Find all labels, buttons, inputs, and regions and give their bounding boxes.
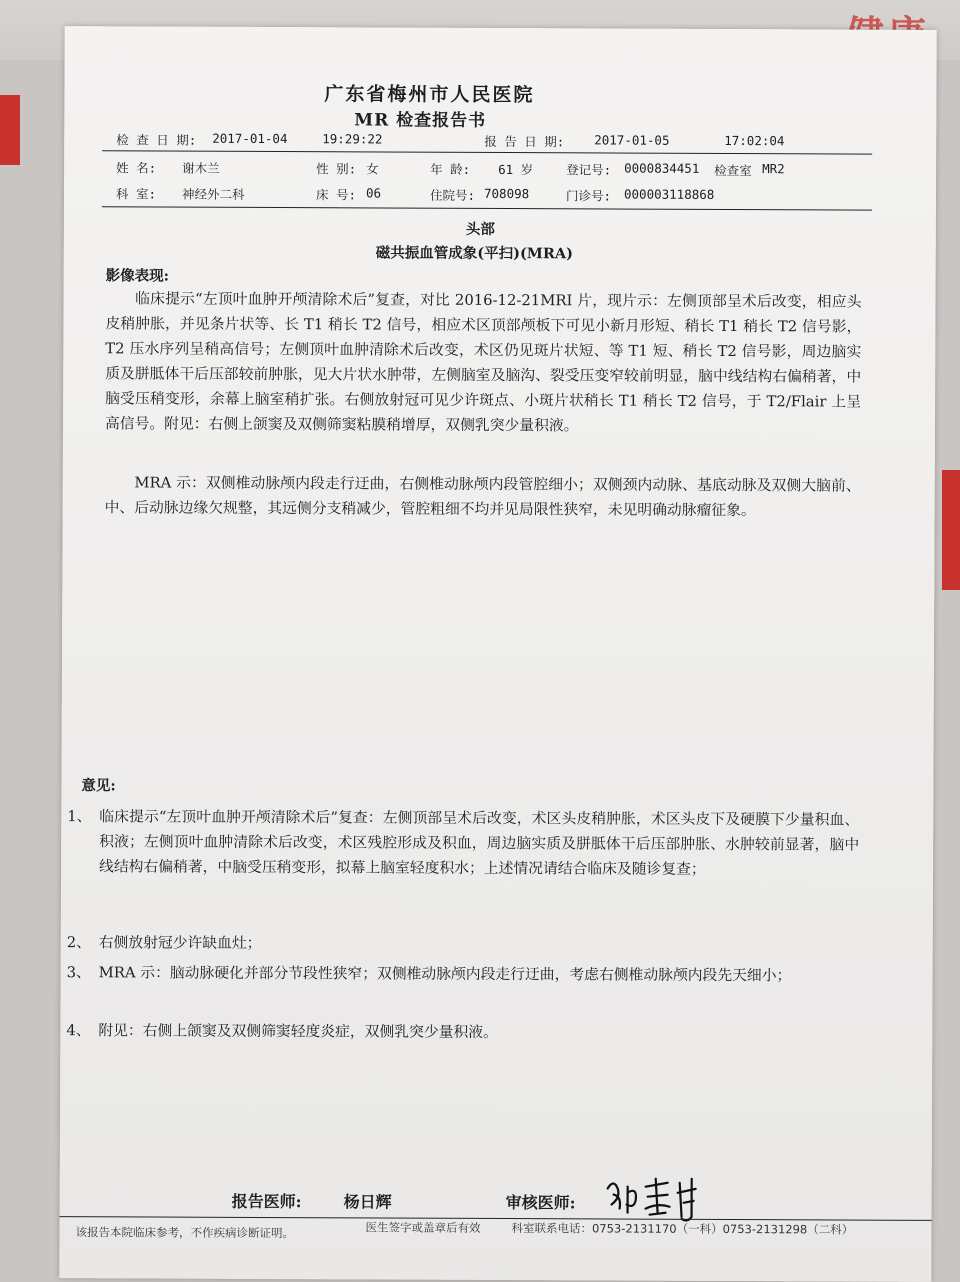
- exam-date: 2017-01-04: [212, 130, 288, 147]
- background-red-mark-right: [942, 470, 960, 590]
- opinion-item-text: 临床提示“左顶叶血肿开颅清除术后”复查：左侧顶部呈术后改变，术区头皮稍肿胀，术区头皮下及硬膜下少量积血、积液；左侧顶叶血肿清除术后改变，术区残腔形成及积血，周边脑实质及胼胝体干后压部肿胀、水肿较前显著，脑中线结构右偏稍著，中脑受压稍变形，拟幕上脑室轻度积水；上述情况请结合临床及随诊复查；: [99, 808, 860, 878]
- reporter-label: 报告医师:: [231, 1191, 302, 1212]
- reg-number: 0000834451: [624, 160, 700, 176]
- footer-seal-note: 医生签字或盖章后有效: [365, 1220, 481, 1235]
- opinion-item-number: 1、: [67, 808, 92, 826]
- department: 神经外二科: [181, 186, 245, 202]
- opinion-item-number: 3、: [66, 964, 91, 982]
- patient-age: 61 岁: [498, 161, 534, 178]
- bed-number: 06: [365, 185, 382, 201]
- patient-sex: 女: [366, 161, 379, 177]
- exam-part: 头部: [465, 220, 495, 238]
- opinion-item-text: 附见：右侧上颌窦及双侧筛窦轻度炎症，双侧乳突少量积液。: [98, 1022, 498, 1042]
- outpatient-number: 000003118868: [623, 186, 715, 202]
- findings-paragraph-1: 临床提示“左顶叶血肿开颅清除术后”复查，对比 2016-12-21MRI 片，现片示：左侧顶部呈术后改变，相应头皮稍肿胀，并见条片状等、长 T1 稍长 T2 信号，相应术区顶部颅板下可见小新月形短、稍长 T1 稍长 T2 信号影，T2 压水序列呈稍高信号；左侧顶叶血肿清除术后改变，术区仍见斑片状短、等 T1 短、稍长 T2 信号影，周边脑实质及胼胝体干后压部较前肿胀，见大片状水肿带，左侧脑室及脑沟、裂受压变窄较前明显，脑中线结构右偏稍著，中脑受压稍变形，余幕上脑室稍扩张。右侧放射冠可见少许斑点、小斑片状稍长 T1 稍长 T2 信号，于 T2/Flair 上呈高信号。附见：右侧上颌窦及双侧筛窦粘膜稍增厚，双侧乳突少量积液。: [104, 290, 862, 435]
- report-date-label: 报 告 日 期:: [484, 133, 565, 150]
- bed-label: 床 号:: [315, 187, 357, 203]
- inpatient-number: 708098: [483, 185, 530, 202]
- hospital-name: 广东省梅州市人民医院: [324, 83, 535, 107]
- report-date: 2017-01-05: [594, 132, 670, 148]
- findings-paragraph-2: MRA 示：双侧椎动脉颅内段走行迂曲，右侧椎动脉颅内段管腔细小；双侧颈内动脉、基底动脉及双侧大脑前、中、后动脉边缘欠规整，其远侧分支稍减少，管腔粗细不均并见局限性狭窄，未见明确动脉瘤征象。: [104, 474, 861, 520]
- background-red-mark-left: [0, 95, 20, 165]
- header-divider: [102, 150, 872, 154]
- footer-divider: [60, 1216, 932, 1221]
- inpatient-label: 住院号:: [429, 187, 476, 203]
- opinion-list: [61, 796, 933, 1042]
- exam-method: 磁共振血管成象(平扫)(MRA): [375, 244, 574, 263]
- opinion-item-text: MRA 示：脑动脉硬化并部分节段性狭窄；双侧椎动脉颅内段走行迂曲，考虑右侧椎动脉颅内段先天细小；: [98, 964, 792, 985]
- opinion-item-text: 右侧放射冠少许缺血灶；: [98, 934, 262, 952]
- reviewer-label: 审核医师:: [505, 1193, 576, 1213]
- patient-divider: [102, 206, 872, 210]
- findings-label: 影像表现:: [105, 267, 170, 285]
- room-label: 检查室: [714, 162, 752, 179]
- exam-date-label: 检 查 日 期:: [116, 132, 197, 148]
- exam-time: 19:29:22: [322, 131, 383, 147]
- exam-room: MR2: [762, 161, 785, 177]
- age-label: 年 龄:: [430, 161, 471, 177]
- footer-contact: 科室联系电话：0753-2131170（一科）0753-2131298（二科）: [511, 1221, 854, 1237]
- report-title: MR 检查报告书: [354, 110, 487, 131]
- opinion-item-number: 4、: [66, 1022, 91, 1040]
- dept-label: 科 室:: [115, 186, 157, 202]
- footer-disclaimer: 该报告本院临床参考，不作疾病诊断证明。: [75, 1225, 295, 1241]
- opinion-item-number: 2、: [66, 934, 91, 952]
- opinion-label: 意见:: [81, 777, 116, 795]
- reporter-name: 杨日辉: [343, 1192, 392, 1212]
- name-label: 姓 名:: [116, 160, 157, 176]
- outpatient-label: 门诊号:: [565, 188, 612, 204]
- report-time: 17:02:04: [724, 132, 785, 149]
- sex-label: 性 别:: [316, 161, 357, 177]
- reg-label: 登记号:: [566, 162, 612, 178]
- patient-name: 谢木兰: [182, 160, 220, 176]
- report-sheet: [59, 26, 936, 1282]
